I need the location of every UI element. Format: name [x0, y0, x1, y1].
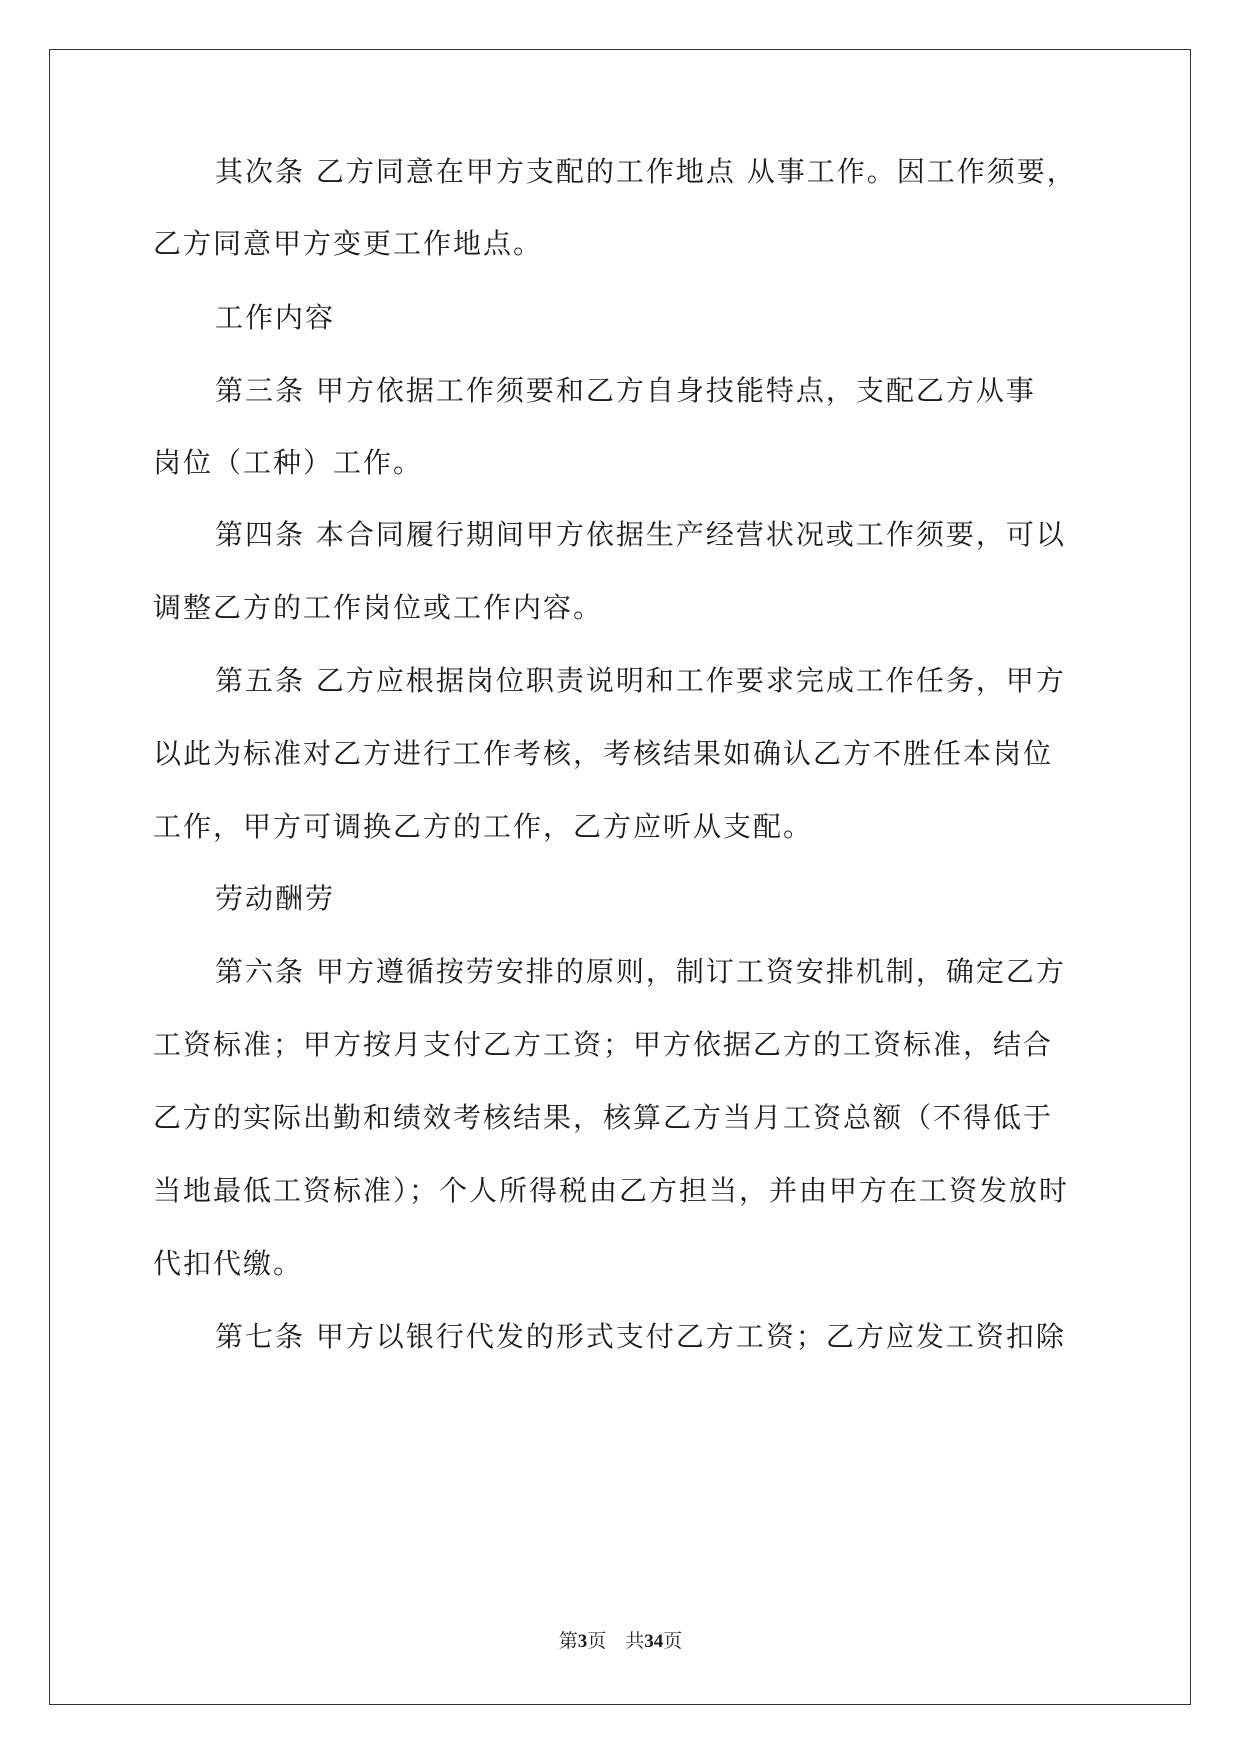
paragraph-line: 其次条 乙方同意在甲方支配的工作地点 从事工作。因工作须要，	[215, 155, 1077, 188]
section-heading: 劳动酬劳	[215, 882, 336, 915]
current-page-number: 3	[577, 1631, 588, 1652]
paragraph-line: 代扣代缴。	[153, 1247, 304, 1280]
total-prefix: 共	[625, 1631, 645, 1652]
total-pages-number: 34	[644, 1631, 664, 1652]
paragraph-line: 乙方同意甲方变更工作地点。	[153, 227, 544, 260]
page-word: 页	[587, 1631, 607, 1652]
paragraph-line: 第六条 甲方遵循按劳安排的原则，制订工资安排机制，确定乙方	[215, 955, 1066, 988]
paragraph-line: 当地最低工资标准）；个人所得税由乙方担当，并由甲方在工资发放时	[153, 1174, 1070, 1207]
paragraph-line: 岗位（工种）工作。	[153, 446, 424, 479]
paragraph-line: 调整乙方的工作岗位或工作内容。	[153, 591, 604, 624]
paragraph-line: 以此为标准对乙方进行工作考核，考核结果如确认乙方不胜任本岗位	[153, 737, 1054, 770]
page-prefix: 第	[558, 1631, 578, 1652]
total-suffix: 页	[663, 1631, 683, 1652]
paragraph-line: 工作，甲方可调换乙方的工作，乙方应听从支配。	[153, 810, 814, 843]
paragraph-line: 第七条 甲方以银行代发的形式支付乙方工资；乙方应发工资扣除	[215, 1320, 1066, 1353]
paragraph-line: 第四条 本合同履行期间甲方依据生产经营状况或工作须要，可以	[215, 518, 1066, 551]
paragraph-line: 乙方的实际出勤和绩效考核结果，核算乙方当月工资总额（不得低于	[153, 1101, 1054, 1134]
section-heading: 工作内容	[215, 301, 336, 334]
page-footer	[0, 1630, 1241, 1654]
paragraph-line: 第三条 甲方依据工作须要和乙方自身技能特点，支配乙方从事	[215, 374, 1036, 407]
paragraph-line: 第五条 乙方应根据岗位职责说明和工作要求完成工作任务，甲方	[215, 664, 1066, 697]
paragraph-line: 工资标准；甲方按月支付乙方工资；甲方依据乙方的工资标准，结合	[153, 1028, 1054, 1061]
